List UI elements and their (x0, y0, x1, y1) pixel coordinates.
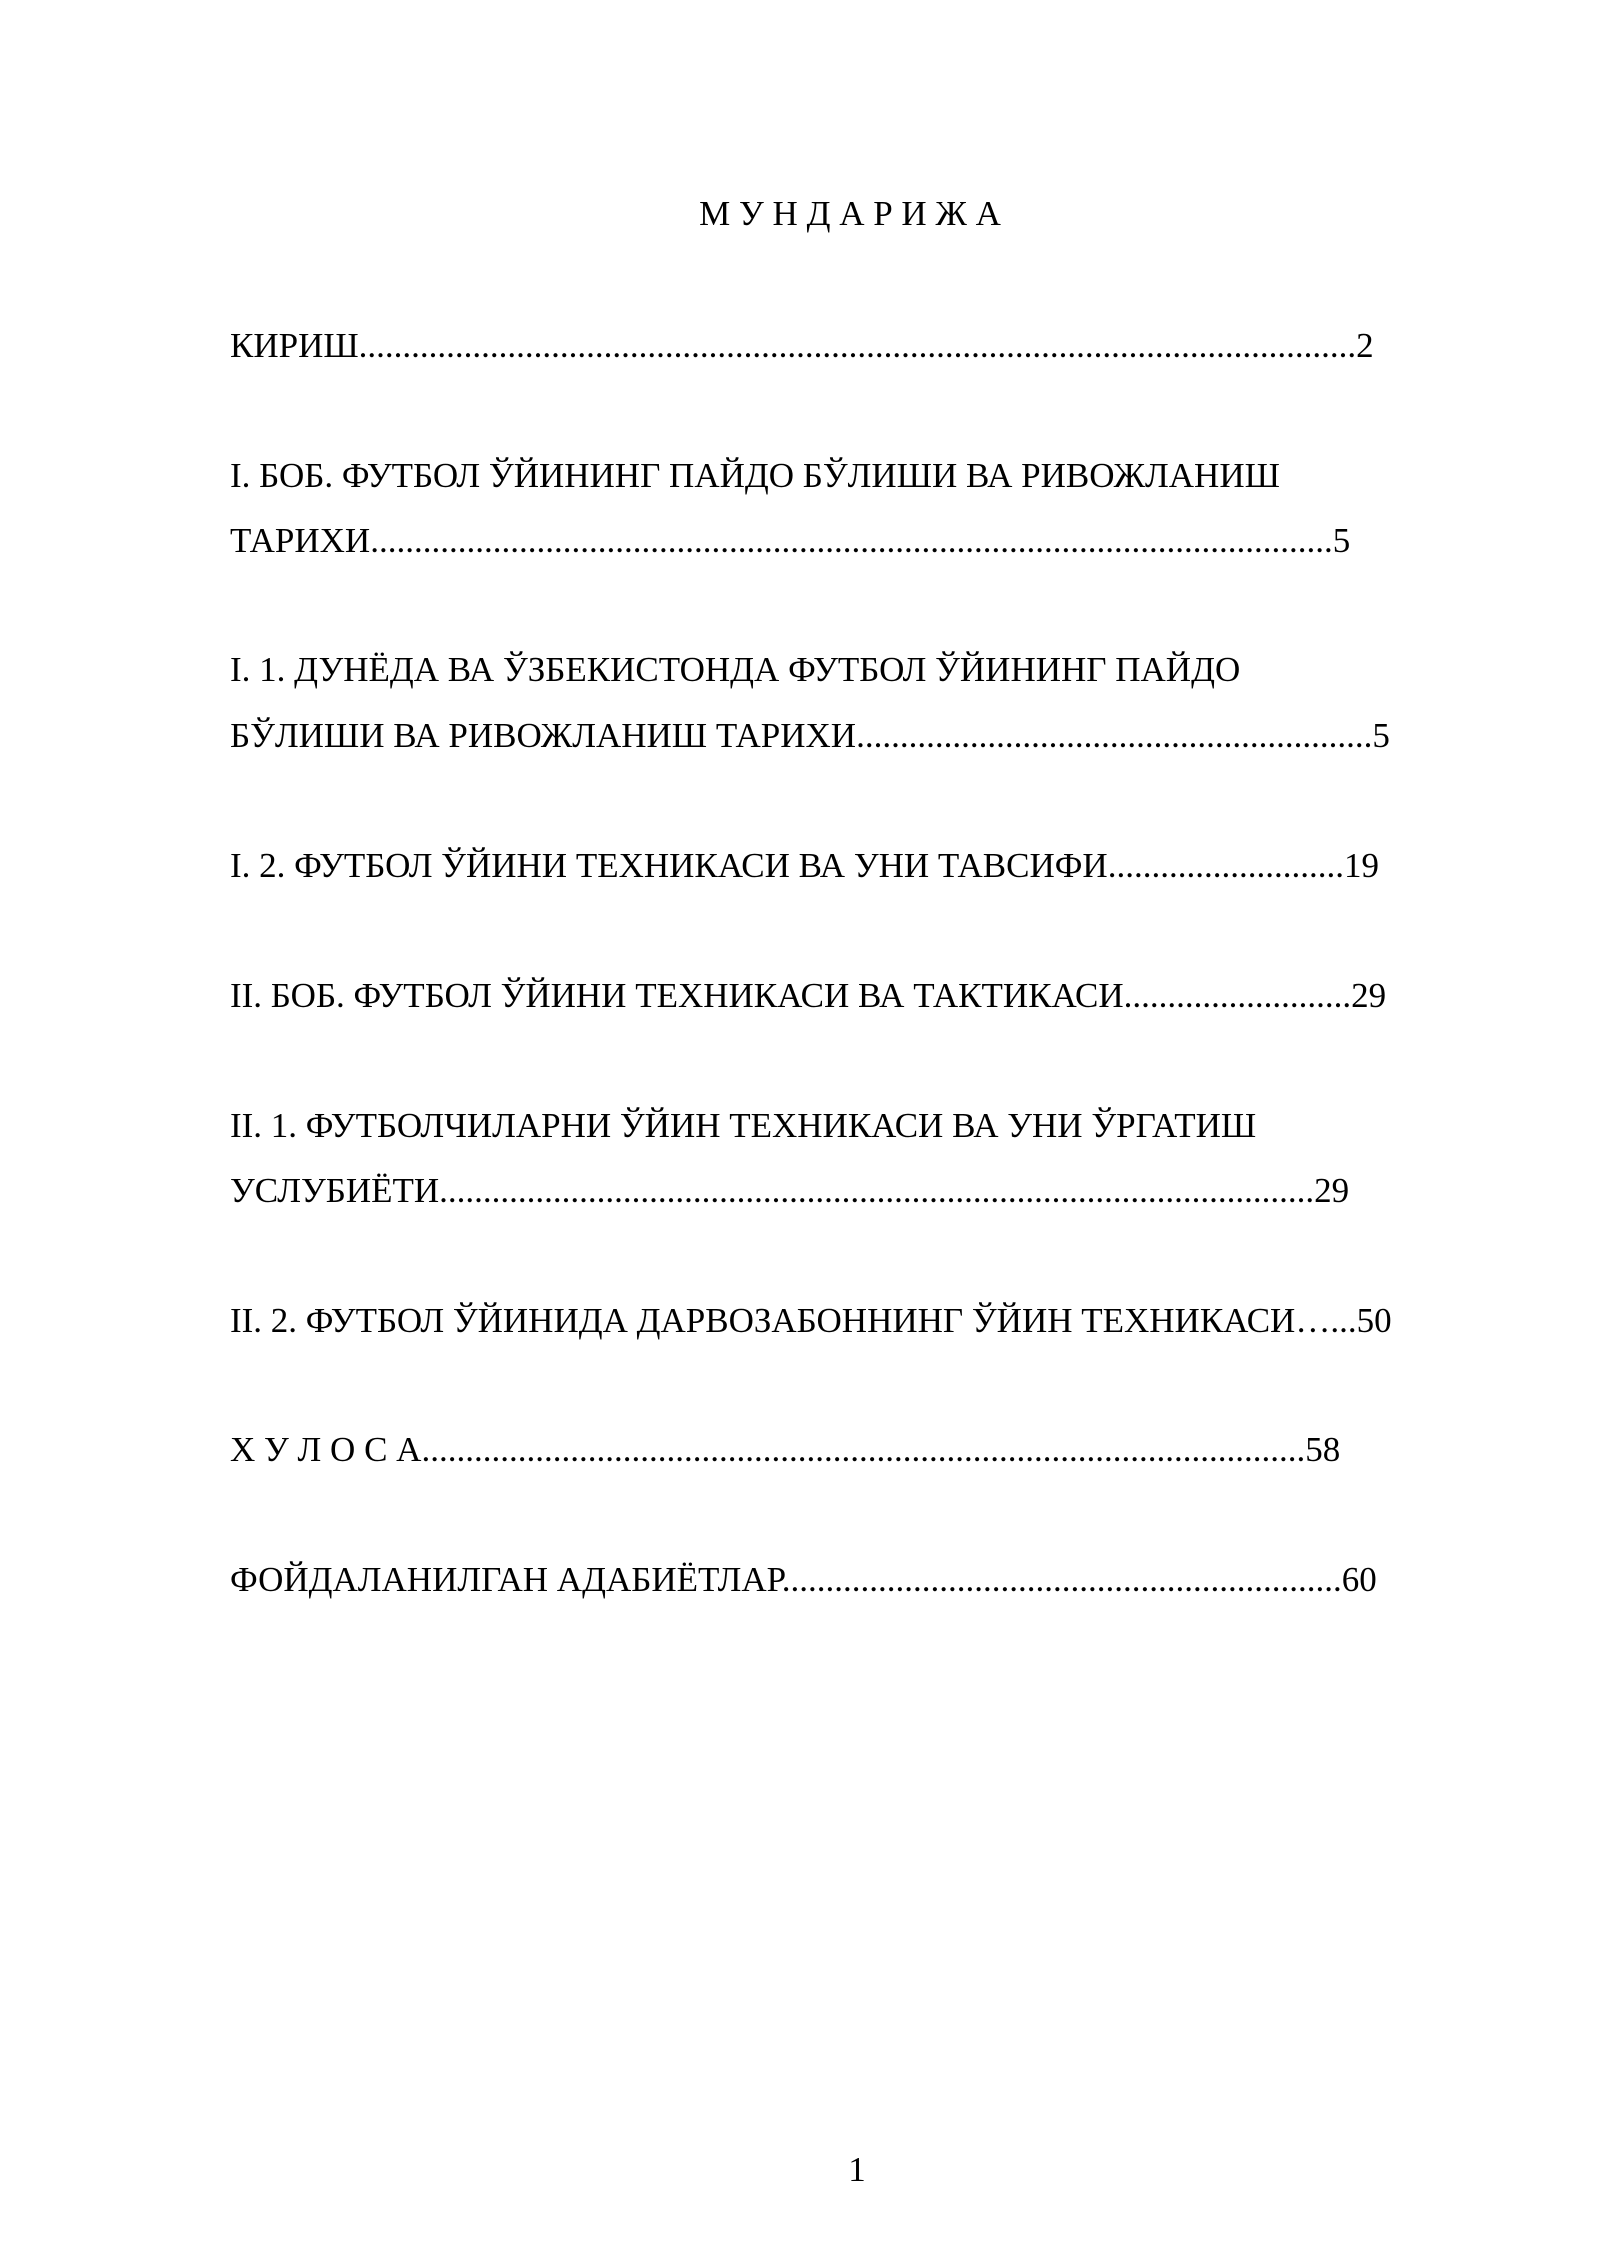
toc-heading: М У Н Д А Р И Ж А (699, 194, 1001, 233)
toc-entry-section-2-1-line-1: II. 1. ФУТБОЛЧИЛАРНИ ЎЙИН ТЕХНИКАСИ ВА УНИ ЎРГАТИШ (230, 1106, 1257, 1145)
toc-entry-chapter-2: II. БОБ. ФУТБОЛ ЎЙИНИ ТЕХНИКАСИ ВА ТАКТИКАСИ..........................29 (230, 976, 1387, 1015)
toc-entry-section-2-1-line-2: УСЛУБИЁТИ....................................................................................................29 (230, 1171, 1350, 1210)
toc-entry-chapter-1-line-2: ТАРИХИ..............................................................................................................5 (230, 521, 1351, 560)
toc-entry-conclusion: Х У Л О С А.....................................................................................................58 (230, 1430, 1341, 1469)
toc-entry-section-1-2: I. 2. ФУТБОЛ ЎЙИНИ ТЕХНИКАСИ ВА УНИ ТАВСИФИ...........................19 (230, 846, 1379, 885)
toc-entry-references: ФОЙДАЛАНИЛГАН АДАБИЁТЛАР................................................................60 (230, 1560, 1377, 1599)
toc-entry-introduction: КИРИШ..................................................................................................................2 (230, 326, 1374, 365)
toc-entry-section-2-2: II. 2. ФУТБОЛ ЎЙИНИДА ДАРВОЗАБОННИНГ ЎЙИН ТЕХНИКАСИ…...50 (230, 1301, 1392, 1340)
toc-entry-section-1-1-line-1: I. 1. ДУНЁДА ВА ЎЗБЕКИСТОНДА ФУТБОЛ ЎЙИНИНГ ПАЙДО (230, 650, 1241, 689)
toc-entry-chapter-1-line-1: I. БОБ. ФУТБОЛ ЎЙИНИНГ ПАЙДО БЎЛИШИ ВА РИВОЖЛАНИШ (230, 456, 1280, 495)
toc-entry-section-1-1-line-2: БЎЛИШИ ВА РИВОЖЛАНИШ ТАРИХИ...........................................................5 (230, 716, 1390, 755)
page-number: 1 (848, 2150, 866, 2189)
